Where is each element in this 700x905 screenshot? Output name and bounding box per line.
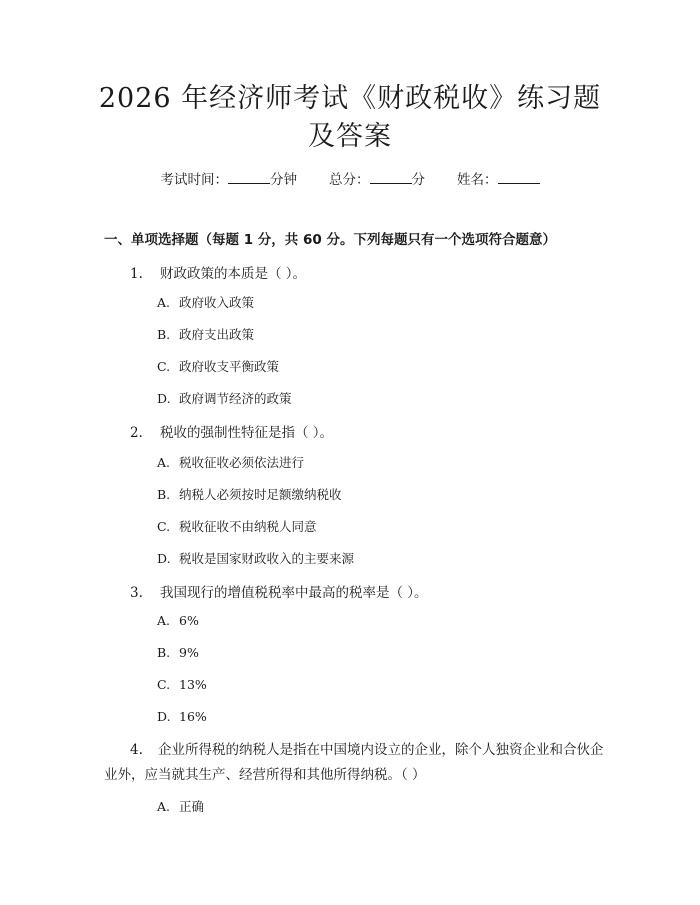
exam-time-unit: 分钟 <box>270 172 297 188</box>
document-title: 2026 年经济师考试《财政税收》练习题及答案 <box>98 83 602 152</box>
option-text: 16% <box>179 709 207 724</box>
question-text: 企业所得税的纳税人是指在中国境内设立的企业，除个人独资企业和合伙企业外，应当就其生产、经营所得和其他所得纳税。（ ） <box>104 742 604 783</box>
name-blank <box>498 171 540 184</box>
option-letter: A. <box>157 295 171 310</box>
question-text: 财政政策的本质是（ ）。 <box>160 266 307 282</box>
question-number: 4. <box>130 742 143 758</box>
question-number: 3. <box>130 585 143 601</box>
question-4 <box>104 738 604 788</box>
question-2-option-a <box>157 453 304 471</box>
total-score-unit: 分 <box>411 172 425 188</box>
question-2-option-b <box>157 485 342 503</box>
option-letter: C. <box>157 677 171 692</box>
option-letter: D. <box>157 391 171 406</box>
question-3-option-c <box>157 677 207 692</box>
name-field <box>457 172 540 188</box>
question-3-option-a <box>157 613 199 628</box>
option-text: 9% <box>179 645 199 660</box>
option-text: 6% <box>179 613 199 628</box>
option-text: 税收是国家财政收入的主要来源 <box>179 551 355 566</box>
question-3-option-d <box>157 709 207 724</box>
option-letter: C. <box>157 519 171 534</box>
option-letter: B. <box>157 645 171 660</box>
option-text: 政府收入政策 <box>179 295 255 310</box>
option-letter: A. <box>157 799 171 814</box>
question-2-option-c <box>157 517 317 535</box>
question-text: 税收的强制性特征是指（ ）。 <box>160 425 334 441</box>
option-text: 税收征收不由纳税人同意 <box>179 519 317 534</box>
option-text: 税收征收必须依法进行 <box>179 455 305 470</box>
question-1 <box>130 262 306 282</box>
option-text: 政府调节经济的政策 <box>179 391 292 406</box>
exam-info-line <box>0 168 700 188</box>
question-1-option-d <box>157 389 292 407</box>
question-3-option-b <box>157 645 199 660</box>
option-text: 政府支出政策 <box>179 327 255 342</box>
option-letter: B. <box>157 487 171 502</box>
section-heading: 一、单项选择题（每题 1 分，共 60 分。下列每题只有一个选项符合题意） <box>104 232 556 248</box>
name-label: 姓名： <box>457 172 498 188</box>
question-text: 我国现行的增值税税率中最高的税率是（ ）。 <box>160 585 428 601</box>
option-letter: C. <box>157 359 171 374</box>
total-score-blank <box>370 171 412 184</box>
question-3 <box>130 581 428 601</box>
option-letter: D. <box>157 709 171 724</box>
question-2 <box>130 421 333 441</box>
exam-time-label: 考试时间： <box>160 172 228 188</box>
question-4-option-a <box>157 797 204 815</box>
question-1-option-c <box>157 357 279 375</box>
option-text: 正确 <box>179 799 205 814</box>
question-number: 2. <box>130 425 143 441</box>
option-letter: A. <box>157 455 171 470</box>
question-1-option-b <box>157 325 254 343</box>
exam-time-blank <box>228 171 270 184</box>
option-letter: D. <box>157 551 171 566</box>
option-letter: A. <box>157 613 171 628</box>
option-letter: B. <box>157 327 171 342</box>
total-score-field <box>329 172 425 188</box>
question-number: 1. <box>130 266 143 282</box>
option-text: 政府收支平衡政策 <box>179 359 280 374</box>
question-2-option-d <box>157 549 354 567</box>
option-text: 13% <box>179 677 207 692</box>
option-text: 纳税人必须按时足额缴纳税收 <box>179 487 342 502</box>
total-score-label: 总分： <box>329 172 370 188</box>
exam-time-field <box>161 172 298 188</box>
question-1-option-a <box>157 293 254 311</box>
